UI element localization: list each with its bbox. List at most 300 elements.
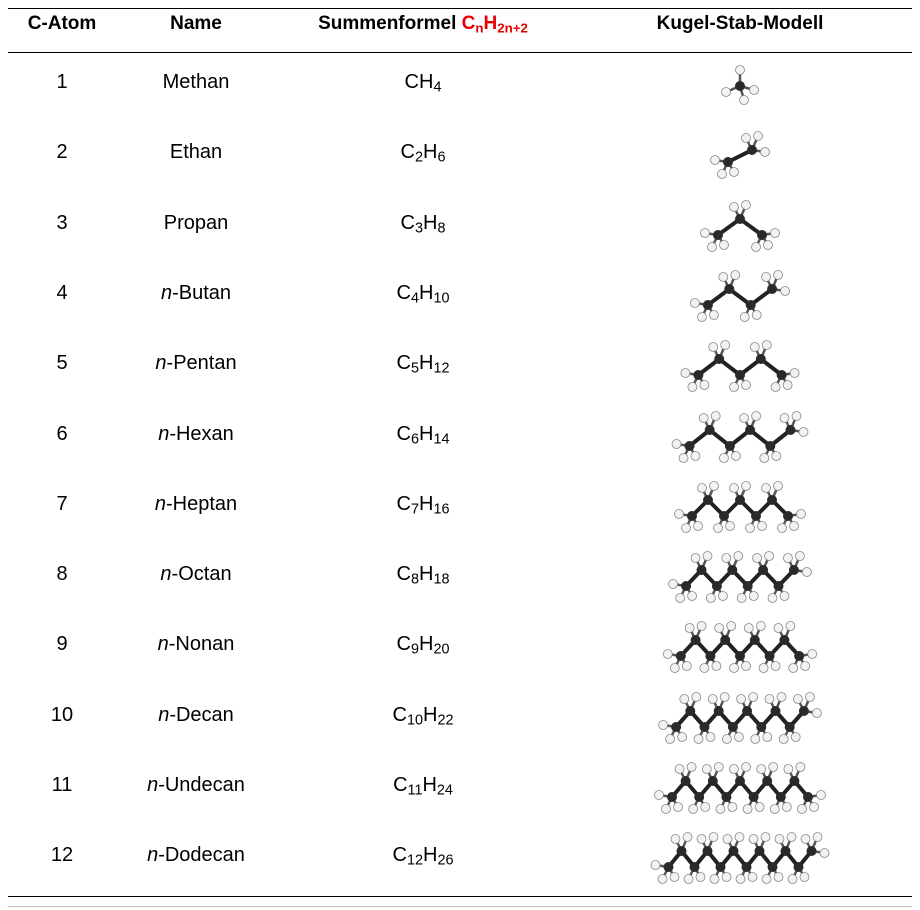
ball-stick-model xyxy=(620,124,860,184)
hydrogen-subscript: 14 xyxy=(433,431,450,448)
carbon-atom xyxy=(694,792,704,802)
hydrogen-atom xyxy=(778,523,787,532)
hydrogen-atom xyxy=(730,168,739,177)
hydrogen-atom xyxy=(718,592,727,601)
hydrogen-atom xyxy=(800,873,809,882)
hydrogen-atom xyxy=(683,833,692,842)
carbon-atom xyxy=(713,230,723,240)
carbon-atom xyxy=(735,651,745,661)
name-stem: -Hexan xyxy=(169,422,234,445)
carbon-atom xyxy=(700,722,710,732)
carbon-subscript: 8 xyxy=(410,571,419,588)
carbon-atom xyxy=(687,511,697,521)
hydrogen-atom xyxy=(736,66,745,75)
hydrogen-atom xyxy=(689,805,698,814)
name-stem: -Nonan xyxy=(168,633,235,656)
hydrogen-atom xyxy=(730,765,739,774)
ball-stick-model-cell xyxy=(620,406,860,466)
carbon-atom xyxy=(721,792,731,802)
carbon-atom xyxy=(691,635,701,645)
hydrogen-atom xyxy=(651,861,660,870)
hydrogen-atom xyxy=(795,552,804,561)
hydrogen-atom xyxy=(740,312,749,321)
molecular-formula: $C_7H_{16}$ xyxy=(396,492,450,518)
hydrogen-atom xyxy=(687,763,696,772)
carbon-atom xyxy=(681,581,691,591)
carbon-atom xyxy=(749,792,759,802)
hydrogen-atom xyxy=(759,664,768,673)
hydrogen-subscript: 18 xyxy=(433,571,450,588)
ball-stick-model xyxy=(620,687,860,747)
ball-stick-model-cell xyxy=(620,616,860,676)
hydrogen-atom xyxy=(720,692,729,701)
carbon-count: 12 xyxy=(50,844,74,867)
molecular-formula: $C_6H_{14}$ xyxy=(396,422,450,448)
header-name: Name xyxy=(170,13,222,34)
hydrogen-atom xyxy=(711,411,720,420)
hydrogen-atom xyxy=(700,664,709,673)
molecular-formula: $C_8H_{18}$ xyxy=(396,563,450,588)
hydrogen-atom xyxy=(721,341,730,350)
ball-stick-model-cell xyxy=(620,827,860,887)
hydrogen-atom xyxy=(749,592,758,601)
hydrogen-atom xyxy=(788,875,797,884)
hydrogen-atom xyxy=(669,580,678,589)
carbon-atom xyxy=(735,370,745,380)
hydrogen-atom xyxy=(674,803,683,812)
hydrogen-atom xyxy=(774,481,783,490)
hydrogen-atom xyxy=(734,552,743,561)
hydrogen-atom xyxy=(662,805,671,814)
carbon-atom xyxy=(723,157,733,167)
hydrogen-atom xyxy=(730,202,739,211)
ball-stick-model-cell xyxy=(620,54,860,114)
header-formula-generic: $C_nH_{2n+2}$ xyxy=(461,13,528,36)
molecular-formula: $C_{11}H_{24}$ xyxy=(393,774,453,799)
carbon-atom xyxy=(714,354,724,364)
hydrogen-atom xyxy=(742,200,751,209)
carbon-atom xyxy=(777,370,787,380)
hydrogen-atom xyxy=(720,240,729,249)
carbon-atom xyxy=(735,81,745,91)
hydrogen-atom xyxy=(700,381,709,390)
hydrogen-atom xyxy=(783,554,792,563)
name-prefix: n xyxy=(154,492,166,515)
hydrogen-atom xyxy=(670,873,679,882)
hydrogen-atom xyxy=(710,481,719,490)
hydrogen-atom xyxy=(708,694,717,703)
hydrogen-atom xyxy=(760,453,769,462)
hydrogen-atom xyxy=(699,413,708,422)
name-stem: -Decan xyxy=(169,703,234,726)
hydrogen-atom xyxy=(701,228,710,237)
hydrogen-atom xyxy=(694,521,703,530)
name-prefix: n xyxy=(157,633,169,656)
hydrogen-atom xyxy=(812,708,821,717)
carbon-atom xyxy=(789,565,799,575)
carbon-count: 6 xyxy=(56,422,68,445)
ball-stick-model xyxy=(620,827,860,887)
carbon-atom xyxy=(746,300,756,310)
carbon-atom xyxy=(799,706,809,716)
hydrogen-atom xyxy=(701,803,710,812)
ball-stick-model xyxy=(620,476,860,536)
carbon-atom xyxy=(705,425,715,435)
carbon-atom xyxy=(762,776,772,786)
name-stem: -Undecan xyxy=(158,774,245,796)
ball-stick-model-cell xyxy=(620,687,860,747)
hydrogen-atom xyxy=(722,88,731,97)
hydrogen-subscript: 20 xyxy=(433,641,450,658)
name-stem: Ethan xyxy=(169,141,223,164)
carbon-atom xyxy=(735,495,745,505)
carbon-atom xyxy=(681,776,691,786)
hydrogen-atom xyxy=(752,411,761,420)
hydrogen-atom xyxy=(755,803,764,812)
carbon-atom xyxy=(747,145,757,155)
header-model: Kugel-Stab-Modell xyxy=(656,13,824,34)
hydrogen-atom xyxy=(820,849,829,858)
hydrogen-atom xyxy=(790,521,799,530)
ball-stick-model-cell xyxy=(620,265,860,325)
name-prefix: n xyxy=(158,703,170,726)
hydrogen-atom xyxy=(750,86,759,95)
hydrogen-atom xyxy=(752,242,761,251)
carbon-atom xyxy=(712,581,722,591)
hydrogen-atom xyxy=(754,132,763,141)
alkane-name xyxy=(96,205,296,241)
hydrogen-atom xyxy=(742,763,751,772)
hydrogen-atom xyxy=(697,622,706,631)
hydrogen-atom xyxy=(672,439,681,448)
ball-stick-model xyxy=(620,757,860,817)
hydrogen-atom xyxy=(706,594,715,603)
hydrogen-atom xyxy=(692,692,701,701)
hydrogen-atom xyxy=(802,568,811,577)
carbon-count: 10 xyxy=(50,703,74,726)
hydrogen-atom xyxy=(740,96,749,105)
hydrogen-atom xyxy=(813,833,822,842)
alkane-name xyxy=(96,697,296,733)
molecular-formula: $C_{12}H_{26}$ xyxy=(392,844,454,869)
carbon-atom xyxy=(727,565,737,575)
hydrogen-atom xyxy=(752,310,761,319)
hydrogen-atom xyxy=(678,732,687,741)
hydrogen-atom xyxy=(731,451,740,460)
hydrogen-atom xyxy=(762,875,771,884)
hydrogen-atom xyxy=(761,148,770,157)
carbon-atom xyxy=(735,214,745,224)
name-stem: -Octan xyxy=(171,563,232,586)
hydrogen-atom xyxy=(769,763,778,772)
hydrogen-atom xyxy=(771,228,780,237)
ball-stick-model-cell xyxy=(620,476,860,536)
hydrogen-atom xyxy=(789,664,798,673)
alkane-name xyxy=(96,626,296,662)
hydrogen-atom xyxy=(703,552,712,561)
hydrogen-atom xyxy=(781,286,790,295)
hydrogen-atom xyxy=(787,833,796,842)
name-prefix: n xyxy=(147,844,159,867)
hydrogen-atom xyxy=(749,692,758,701)
hydrogen-atom xyxy=(771,662,780,671)
header-formula xyxy=(273,9,573,39)
hydrogen-subscript: 26 xyxy=(437,852,454,869)
header-c-atom: C-Atom xyxy=(27,13,97,34)
carbon-atom xyxy=(779,635,789,645)
alkane-name xyxy=(96,275,296,311)
alkane-name xyxy=(96,556,296,592)
carbon-atom xyxy=(708,776,718,786)
hydrogen-atom xyxy=(697,835,706,844)
hydrogen-subscript: 4 xyxy=(433,79,442,96)
hydrogen-atom xyxy=(714,763,723,772)
carbon-atom xyxy=(756,722,766,732)
name-prefix: n xyxy=(158,422,170,445)
hydrogen-atom xyxy=(764,240,773,249)
hydrogen-subscript: 6 xyxy=(437,149,446,166)
alkane-name xyxy=(96,837,296,873)
carbon-atom xyxy=(803,792,813,802)
molecular-formula: $C_{10}H_{22}$ xyxy=(392,703,454,729)
carbon-subscript: 9 xyxy=(410,641,419,658)
carbon-atom xyxy=(714,706,724,716)
hydrogen-atom xyxy=(750,343,759,352)
hydrogen-atom xyxy=(762,272,771,281)
hydrogen-atom xyxy=(719,272,728,281)
hydrogen-atom xyxy=(676,594,685,603)
carbon-atom xyxy=(716,862,726,872)
name-prefix: n xyxy=(147,774,159,796)
carbon-atom xyxy=(735,776,745,786)
carbon-atom xyxy=(765,651,775,661)
hydrogen-subscript: 22 xyxy=(437,712,454,729)
hydrogen-atom xyxy=(679,453,688,462)
carbon-atom xyxy=(697,565,707,575)
hydrogen-atom xyxy=(716,805,725,814)
hydrogen-atom xyxy=(666,734,675,743)
hydrogen-atom xyxy=(714,523,723,532)
hydrogen-atom xyxy=(682,523,691,532)
hydrogen-atom xyxy=(722,873,731,882)
hydrogen-atom xyxy=(751,734,760,743)
hydrogen-subscript: 10 xyxy=(433,290,450,307)
hydrogen-atom xyxy=(784,765,793,774)
carbon-count: 3 xyxy=(56,211,68,234)
carbon-atom xyxy=(719,511,729,521)
alkane-name xyxy=(96,134,296,170)
carbon-atom xyxy=(671,722,681,732)
hydrogen-atom xyxy=(670,664,679,673)
carbon-atom xyxy=(767,284,777,294)
carbon-atom xyxy=(677,846,687,856)
name-stem: -Heptan xyxy=(165,492,238,515)
hydrogen-atom xyxy=(761,833,770,842)
carbon-subscript: 10 xyxy=(406,712,423,729)
hydrogen-atom xyxy=(723,835,732,844)
carbon-atom xyxy=(729,846,739,856)
hydrogen-atom xyxy=(696,873,705,882)
carbon-atom xyxy=(757,230,767,240)
hydrogen-atom xyxy=(746,523,755,532)
hydrogen-atom xyxy=(774,624,783,633)
ball-stick-model xyxy=(620,546,860,606)
carbon-atom xyxy=(664,862,674,872)
molecular-formula: $C_9H_{20}$ xyxy=(396,633,450,658)
carbon-atom xyxy=(728,722,738,732)
hydrogen-atom xyxy=(722,554,731,563)
ball-stick-model-cell xyxy=(620,546,860,606)
molecular-formula: $C_3H_8$ xyxy=(400,211,446,237)
hydrogen-atom xyxy=(722,734,731,743)
name-prefix: n xyxy=(160,563,172,586)
carbon-atom xyxy=(776,792,786,802)
hydrogen-atom xyxy=(712,662,721,671)
carbon-atom xyxy=(785,722,795,732)
hydrogen-atom xyxy=(731,270,740,279)
hydrogen-atom xyxy=(797,509,806,518)
name-prefix: n xyxy=(160,281,173,304)
hydrogen-atom xyxy=(786,622,795,631)
carbon-subscript: 12 xyxy=(406,852,423,869)
molecular-formula: $C_4H_{10}$ xyxy=(396,281,450,307)
hydrogen-atom xyxy=(734,732,743,741)
hydrogen-atom xyxy=(793,694,802,703)
hydrogen-atom xyxy=(658,875,667,884)
hydrogen-atom xyxy=(730,483,739,492)
hydrogen-atom xyxy=(799,427,808,436)
hydrogen-atom xyxy=(690,298,699,307)
carbon-atom xyxy=(703,495,713,505)
hydrogen-atom xyxy=(659,720,668,729)
alkane-name xyxy=(96,345,296,381)
hydrogen-subscript: 8 xyxy=(437,220,446,237)
hydrogen-atom xyxy=(742,381,751,390)
hydrogen-atom xyxy=(706,732,715,741)
hydrogen-atom xyxy=(808,650,817,659)
hydrogen-atom xyxy=(771,383,780,392)
carbon-atom xyxy=(767,495,777,505)
bottom-rule-secondary xyxy=(8,906,912,907)
carbon-atom xyxy=(703,300,713,310)
hydrogen-atom xyxy=(798,805,807,814)
header-rule xyxy=(8,52,912,53)
hydrogen-atom xyxy=(810,803,819,812)
ball-stick-model xyxy=(620,195,860,255)
hydrogen-atom xyxy=(780,413,789,422)
hydrogen-atom xyxy=(685,624,694,633)
carbon-count: 9 xyxy=(56,633,68,656)
molecular-formula: $CH_4$ xyxy=(404,71,442,96)
hydrogen-atom xyxy=(709,833,718,842)
carbon-atom xyxy=(667,792,677,802)
hydrogen-atom xyxy=(763,732,772,741)
hydrogen-subscript: 16 xyxy=(433,501,450,518)
carbon-subscript: 5 xyxy=(410,360,419,377)
carbon-atom xyxy=(676,651,686,661)
carbon-atom xyxy=(771,706,781,716)
hydrogen-atom xyxy=(748,873,757,882)
carbon-atom xyxy=(794,651,804,661)
ball-stick-model xyxy=(620,406,860,466)
hydrogen-atom xyxy=(709,310,718,319)
hydrogen-atom xyxy=(772,451,781,460)
carbon-atom xyxy=(758,565,768,575)
hydrogen-atom xyxy=(688,592,697,601)
carbon-atom xyxy=(693,370,703,380)
ball-stick-model xyxy=(620,616,860,676)
hydrogen-atom xyxy=(702,765,711,774)
hydrogen-atom xyxy=(744,624,753,633)
carbon-atom xyxy=(774,581,784,591)
name-stem: Propan xyxy=(163,211,229,234)
carbon-atom xyxy=(725,441,735,451)
hydrogen-atom xyxy=(753,554,762,563)
name-stem: -Pentan xyxy=(166,352,237,375)
carbon-atom xyxy=(685,706,695,716)
hydrogen-atom xyxy=(675,509,684,518)
hydrogen-atom xyxy=(719,453,728,462)
hydrogen-atom xyxy=(718,170,727,179)
hydrogen-atom xyxy=(671,835,680,844)
carbon-count: 4 xyxy=(56,281,68,304)
carbon-atom xyxy=(690,862,700,872)
hydrogen-atom xyxy=(777,692,786,701)
hydrogen-atom xyxy=(783,381,792,390)
hydrogen-atom xyxy=(742,662,751,671)
hydrogen-atom xyxy=(691,554,700,563)
hydrogen-atom xyxy=(737,594,746,603)
hydrogen-atom xyxy=(790,369,799,378)
hydrogen-atom xyxy=(680,694,689,703)
ball-stick-model-cell xyxy=(620,757,860,817)
molecular-formula: $C_5H_{12}$ xyxy=(396,352,450,377)
hydrogen-atom xyxy=(779,734,788,743)
carbon-count: 1 xyxy=(56,71,68,93)
hydrogen-atom xyxy=(742,481,751,490)
bottom-rule xyxy=(8,896,912,897)
carbon-subscript: 11 xyxy=(407,782,423,799)
hydrogen-atom xyxy=(684,875,693,884)
carbon-count: 2 xyxy=(56,141,68,164)
hydrogen-atom xyxy=(688,383,697,392)
carbon-subscript: 4 xyxy=(410,290,419,307)
hydrogen-atom xyxy=(694,734,703,743)
hydrogen-atom xyxy=(735,833,744,842)
hydrogen-atom xyxy=(770,805,779,814)
hydrogen-atom xyxy=(756,622,765,631)
hydrogen-atom xyxy=(805,692,814,701)
carbon-subscript: 6 xyxy=(410,431,419,448)
carbon-atom xyxy=(751,511,761,521)
hydrogen-atom xyxy=(749,835,758,844)
hydrogen-atom xyxy=(774,270,783,279)
carbon-atom xyxy=(786,425,796,435)
hydrogen-atom xyxy=(697,312,706,321)
carbon-atom xyxy=(742,862,752,872)
carbon-count: 5 xyxy=(56,352,68,375)
hydrogen-atom xyxy=(675,765,684,774)
hydrogen-atom xyxy=(736,875,745,884)
hydrogen-atom xyxy=(742,134,751,143)
carbon-atom xyxy=(742,706,752,716)
name-stem: -Butan xyxy=(172,281,232,304)
header-formula-label: Summenformel xyxy=(318,13,462,34)
hydrogen-atom xyxy=(768,594,777,603)
carbon-count: 8 xyxy=(56,563,68,586)
hydrogen-subscript: 12 xyxy=(433,360,450,377)
hydrogen-atom xyxy=(817,791,826,800)
